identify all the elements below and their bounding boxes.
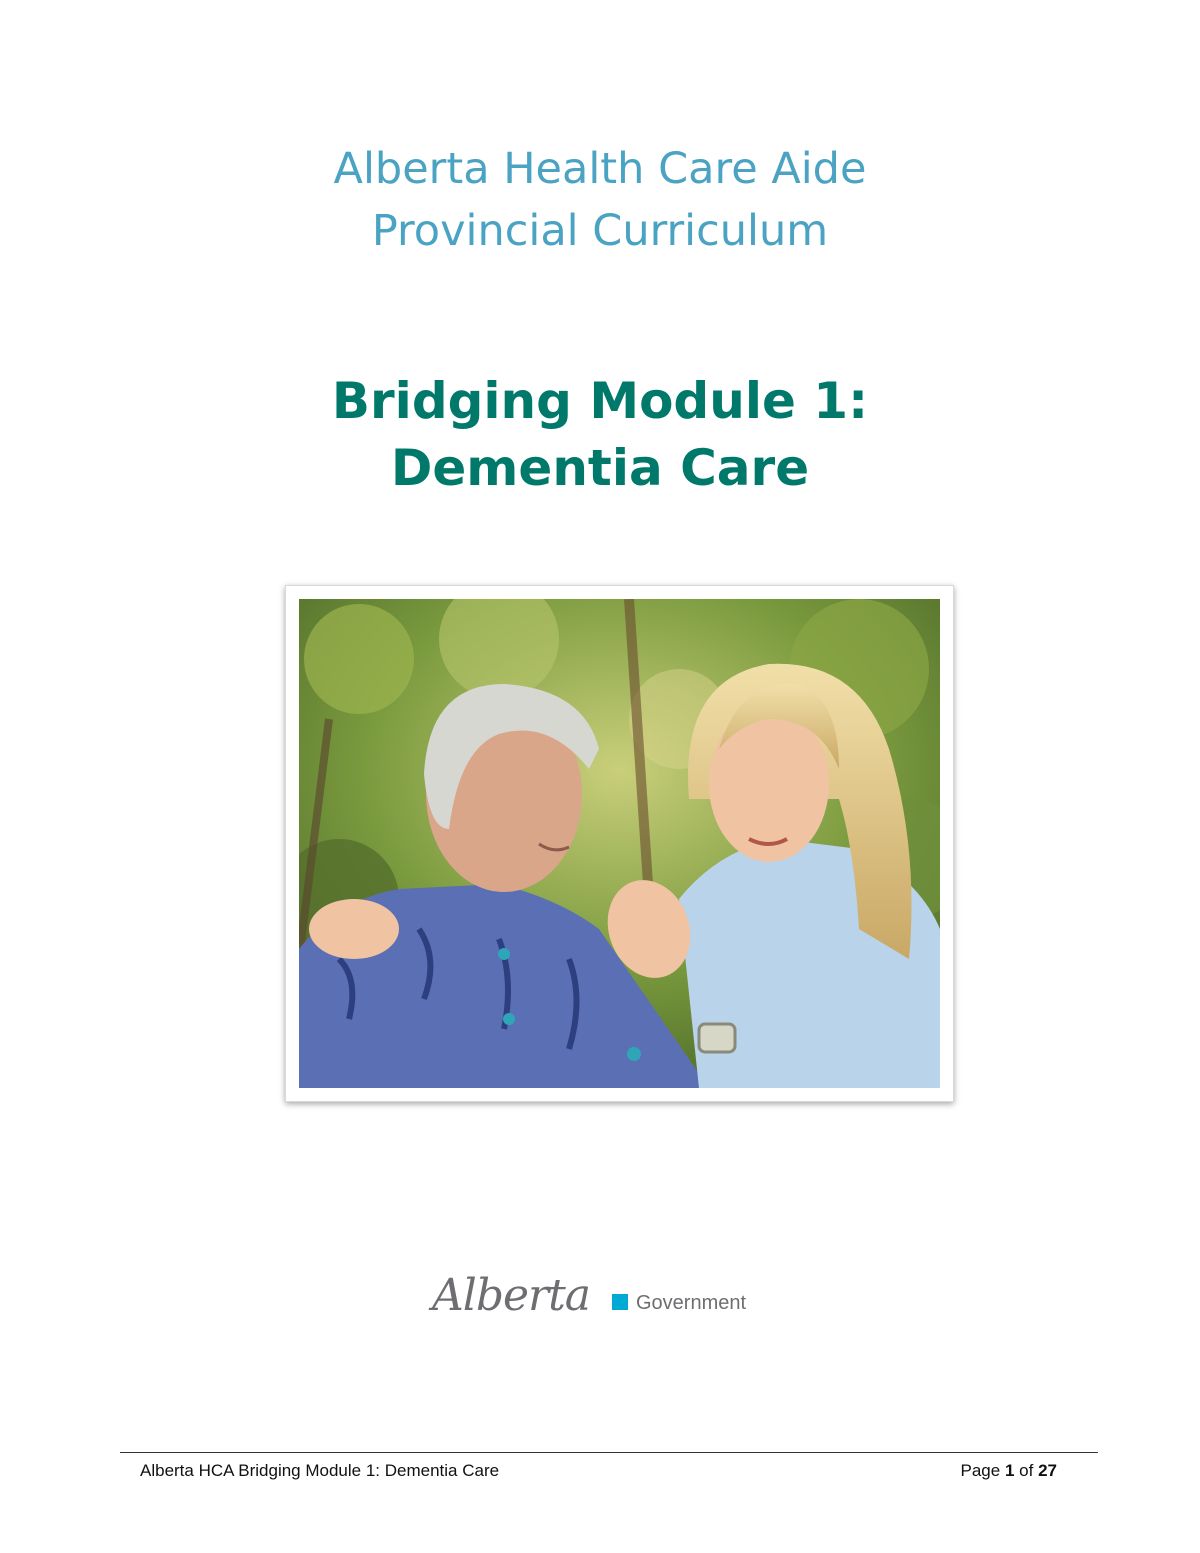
footer-of-label: of [1019, 1461, 1034, 1480]
cover-title [0, 368, 1200, 502]
cover-photo [299, 599, 940, 1088]
subtitle-line-1: Alberta Health Care Aide [333, 144, 867, 194]
cover-photo-frame [285, 585, 954, 1102]
subtitle-line-2: Provincial Curriculum [371, 206, 829, 256]
footer-page-total: 27 [1038, 1461, 1057, 1480]
footer-divider [120, 1452, 1098, 1453]
footer-page-current: 1 [1004, 1461, 1015, 1480]
alberta-government-logo [430, 1270, 770, 1330]
alberta-logo-square [612, 1294, 628, 1310]
title-line-2: Dementia Care [390, 439, 810, 497]
alberta-logo-script: Alberta [432, 1270, 590, 1321]
title-line-1: Bridging Module 1: [331, 372, 869, 430]
footer-document-title: Alberta HCA Bridging Module 1: Dementia Care [140, 1461, 500, 1480]
cover-subtitle [0, 138, 1200, 262]
footer-page-label: Page [960, 1461, 1001, 1480]
government-logo-word: Government [636, 1292, 747, 1314]
cover-photo-illustration [299, 599, 940, 1088]
footer-page-number [961, 1461, 1057, 1481]
